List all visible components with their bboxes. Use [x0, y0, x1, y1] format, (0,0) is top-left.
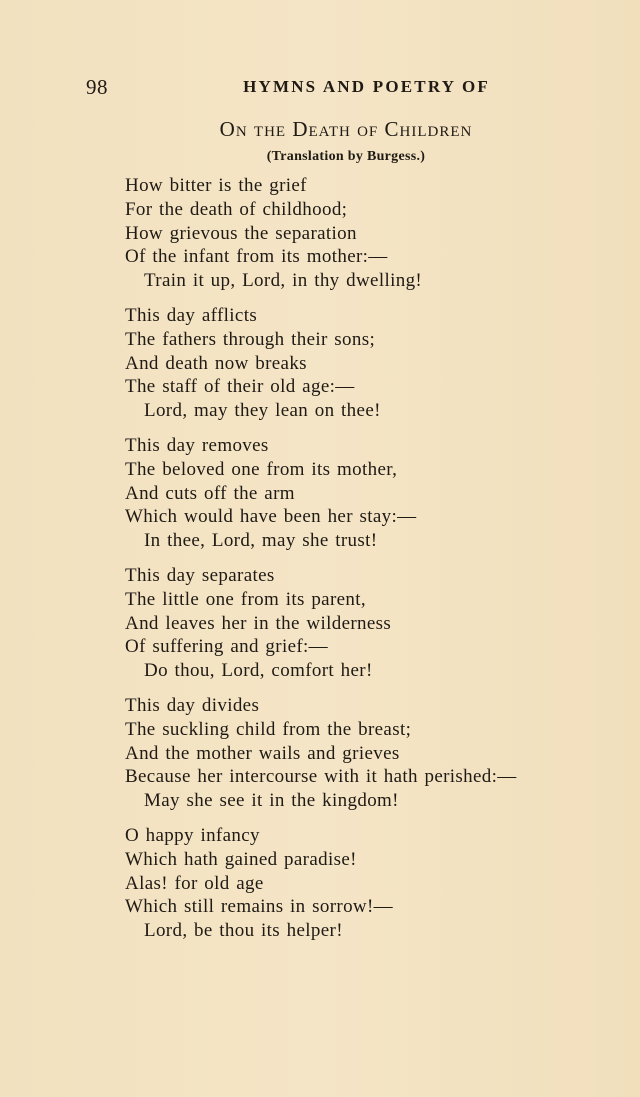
poem-line: This day removes: [125, 434, 269, 456]
poem-line: Because her intercourse with it hath perished:—: [125, 766, 517, 788]
poem-line: How bitter is the grief: [125, 175, 307, 196]
stanza-3: [125, 434, 635, 553]
stanza-2: [125, 304, 635, 423]
poem-refrain: Lord, be thou its helper!: [144, 920, 343, 942]
poem-line: And cuts off the arm: [125, 482, 295, 504]
poem-line: And leaves her in the wilderness: [125, 612, 392, 634]
poem-line: This day divides: [125, 694, 260, 716]
poem-line: Of suffering and grief:—: [125, 636, 329, 658]
stanza-4: [125, 564, 635, 683]
poem-line: Of the infant from its mother:—: [125, 246, 388, 268]
poem-body: [125, 174, 635, 954]
stanza-1: [125, 174, 635, 293]
poem-line: And the mother wails and grieves: [125, 742, 400, 764]
poem-line: Which still remains in sorrow!—: [125, 896, 394, 918]
poem-refrain: In thee, Lord, may she trust!: [144, 530, 378, 552]
poem-refrain: Lord, may they lean on thee!: [144, 400, 381, 422]
poem-line: And death now breaks: [125, 352, 307, 374]
stanza-5: [125, 694, 635, 813]
poem-line: The fathers through their sons;: [125, 328, 376, 350]
poem-line: Which hath gained paradise!: [125, 848, 357, 870]
page-header: [86, 75, 490, 101]
poem-refrain: May she see it in the kingdom!: [144, 790, 399, 812]
poem-line: For the death of childhood;: [125, 198, 348, 220]
poem-line: The beloved one from its mother,: [125, 458, 398, 480]
stanza-6: [125, 824, 635, 943]
poem-subtitle: (Translation by Burgess.): [266, 149, 426, 164]
poem-line: The little one from its parent,: [125, 588, 367, 610]
poem-refrain: Train it up, Lord, in thy dwelling!: [144, 270, 423, 292]
poem-line: This day separates: [125, 564, 275, 586]
poem-line: Which would have been her stay:—: [125, 506, 417, 528]
poem-line: O happy infancy: [125, 824, 260, 846]
poem-title: On the Death of Children: [219, 117, 473, 141]
page-number: 98: [86, 75, 108, 99]
poem-line: Alas! for old age: [125, 872, 264, 894]
poem-line: The suckling child from the breast;: [125, 718, 412, 740]
running-head: HYMNS AND POETRY OF: [243, 77, 490, 96]
poem-line: How grievous the separation: [125, 222, 357, 244]
poem-refrain: Do thou, Lord, comfort her!: [144, 660, 373, 682]
poem-line: This day afflicts: [125, 304, 258, 326]
poem-line: The staff of their old age:—: [125, 376, 355, 398]
